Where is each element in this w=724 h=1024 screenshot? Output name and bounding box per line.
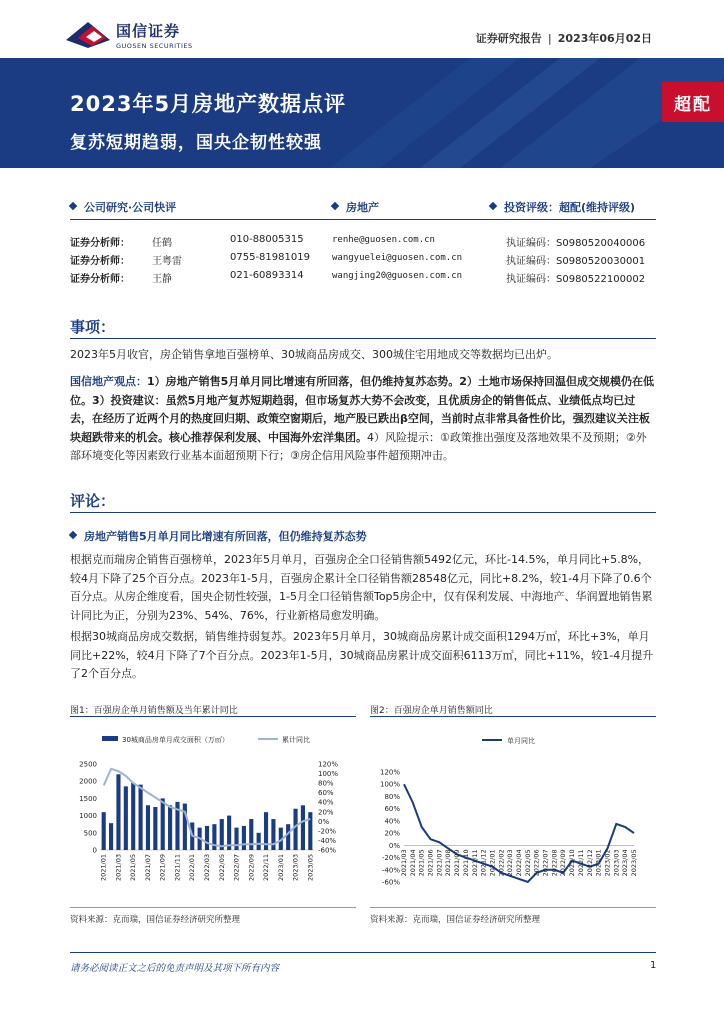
y-tick: -60% (381, 878, 400, 887)
x-tick-label: 2022/09 (247, 854, 256, 882)
x-tick-label: 2021/06 (426, 849, 435, 877)
figure2-rule (370, 716, 656, 717)
category-row (70, 196, 656, 220)
x-tick-label: 2021/04 (408, 849, 417, 877)
bar-mark (161, 798, 165, 850)
x-tick-label: 2022/10 (568, 849, 577, 877)
x-tick-label: 2021/09 (158, 854, 167, 882)
analyst-email[interactable]: wangjing20@guosen.com.cn (332, 271, 463, 281)
x-tick-label: 2022/11 (262, 854, 271, 882)
x-tick-label: 2021/10 (461, 849, 470, 877)
x-tick-label: 2022/01 (188, 854, 197, 882)
events-heading: 事项： (70, 318, 116, 336)
analyst-row: 证券分析师： 王粤雷 0755-81981019 wangyuelei@guosen.com.cn 执证编码：S0980520030001 (70, 252, 646, 267)
x-tick-label: 2022/09 (559, 849, 568, 877)
x-tick-label: 2021/01 (99, 854, 108, 882)
report-subtitle: 复苏短期趋弱，国央企韧性较强 (70, 133, 322, 153)
x-tick-label: 2023/03 (612, 849, 621, 877)
x-tick-label: 2021/05 (417, 849, 426, 877)
x-tick-label: 2022/11 (576, 849, 585, 877)
bar-mark (109, 823, 113, 850)
x-tick-label: 2021/03 (114, 854, 123, 882)
report-date: 2023年06月02日 (557, 32, 652, 45)
y-tick-left: 2500 (79, 760, 97, 769)
title-banner (0, 58, 724, 168)
figure2-source-rule (370, 907, 656, 908)
divider (70, 338, 656, 339)
bar-mark (139, 785, 143, 850)
legend-label-line: 单月同比 (507, 737, 535, 745)
viewpoint-text: 1）房地产销售5月单月同比增速有所回落，但仍维持复苏态势。2）土地市场保持回温但成交规模仍在低位。3）投资建议：虽然5月地产复苏短期趋弱，但市场复苏大势不会改变，且优质房企的销售低点、业绩低点均已过去，在经历了近两个月的热度回归期、政策空窗期后，地产股已跌出β空间，当前时点非常具备性价比，强烈建议关注板块超跌带来的机会。核心推荐保利发展、中国海外宏洋集团。 (70, 375, 654, 444)
bar-mark (146, 805, 150, 850)
y-tick-left: 0 (92, 846, 97, 855)
x-tick-label: 2022/07 (541, 849, 550, 877)
x-tick-label: 2022/05 (217, 854, 226, 882)
diamond-icon (331, 202, 339, 210)
y-tick: 40% (384, 817, 400, 826)
x-tick-label: 2021/08 (444, 849, 453, 877)
bar-mark (124, 786, 128, 850)
x-tick-label: 2021/03 (400, 849, 408, 877)
guosen-logo-icon (66, 18, 110, 52)
x-tick-label: 2022/03 (203, 854, 211, 882)
y-tick: 120% (379, 768, 400, 777)
x-tick-label: 2022/05 (523, 849, 532, 877)
legend-label-bar: 30城商品房单月成交面积（万㎡） (122, 736, 229, 744)
divider (70, 512, 656, 513)
analyst-table (70, 234, 670, 288)
diamond-icon (489, 202, 497, 210)
figure1-chart (70, 724, 360, 904)
x-tick-label: 2023/05 (630, 849, 638, 877)
y-tick-right: -40% (318, 836, 337, 845)
category-middle: 房地产 (332, 199, 379, 215)
y-tick-right: 0% (318, 817, 330, 826)
bar-mark (257, 833, 261, 850)
y-tick-left: 1000 (79, 812, 97, 821)
figure2-title: 图2：百强房企单月销售额同比 (370, 706, 493, 716)
x-tick-label: 2023/01 (276, 854, 285, 882)
bar-mark (116, 774, 120, 850)
y-tick-right: -20% (318, 827, 337, 836)
figure2-chart (370, 724, 660, 904)
x-tick-label: 2021/07 (435, 849, 444, 877)
x-tick-label: 2021/11 (173, 854, 182, 882)
diamond-icon (69, 531, 77, 539)
bar-mark (293, 809, 297, 850)
comment-para-1: 根据克而瑞房企销售百强榜单，2023年5月单月，百强房企全口径销售额5492亿元，环比-14.5%，单月同比+5.8%，较4月下降了25个百分点。2023年1-5月，百强房企累计全口径销售额28548亿元，同比+8.2%，较1-4月下降了0.6个百分点。从房企维度看，国央企韧性较强，1-5月全口径销售额Top5房企中，仅有保利发展、中海地产、华润置地销售累计同比为正，分别为23%、54%、76%，行业新格局愈发明确。 (70, 553, 653, 622)
x-tick-label: 2022/01 (488, 849, 497, 877)
bar-mark (242, 826, 246, 850)
y-tick-left: 1500 (79, 794, 97, 803)
category-right: 投资评级：超配(维持评级) (490, 199, 635, 215)
figure1-rule (70, 716, 356, 717)
comment-heading: 评论： (70, 492, 116, 510)
legend-label-line: 累计同比 (282, 736, 310, 744)
page-number: 1 (650, 960, 657, 971)
bar-mark (249, 819, 253, 850)
y-tick-right: 120% (318, 760, 339, 769)
y-tick: 80% (384, 792, 400, 801)
bar-mark (131, 783, 135, 850)
y-tick: 100% (379, 780, 400, 789)
x-tick-label: 2022/12 (585, 849, 594, 877)
analyst-row: 证券分析师： 任鹤 010-88005315 renhe@guosen.com.cn 执证编码：S0980520040006 (70, 234, 646, 249)
x-tick-label: 2022/03 (506, 849, 515, 877)
y-tick: -40% (381, 866, 400, 875)
x-tick-label: 2023/02 (603, 849, 612, 877)
bar-mark (286, 824, 290, 850)
bar-mark (153, 807, 157, 850)
figure1-source: 资料来源：克而瑞，国信证券经济研究所整理 (70, 915, 241, 925)
x-tick-label: 2023/04 (621, 849, 630, 877)
diamond-icon (69, 202, 77, 210)
disclaimer-note: 请务必阅读正文之后的免责声明及其项下所有内容 (70, 963, 280, 974)
viewpoint-block (70, 373, 656, 466)
x-tick-label: 2022/07 (232, 854, 241, 882)
figure1-source-rule (70, 907, 356, 908)
x-tick-label: 2021/07 (143, 854, 152, 882)
logo-name-cn: 国信证券 (116, 22, 181, 40)
bar-mark (234, 828, 238, 850)
y-tick-right: 20% (318, 808, 334, 817)
x-tick-label: 2021/12 (479, 849, 488, 877)
y-tick-left: 2000 (79, 777, 97, 786)
analyst-email[interactable]: renhe@guosen.com.cn (332, 235, 435, 245)
y-tick-right: 80% (318, 779, 334, 788)
y-tick: -20% (381, 854, 400, 863)
logo (66, 18, 193, 52)
x-tick-label: 2021/09 (453, 849, 462, 877)
comment-para-2: 根据30城商品房成交数据，销售维持弱复苏。2023年5月单月，30城商品房累计成交面积1294万㎡，环比+3%，单月同比+22%，较4月下降了7个百分点。2023年1-5月，30城商品房累计成交面积6113万㎡，同比+11%，较1-4月提升了2个百分点。 (70, 630, 654, 680)
footer-divider (70, 952, 656, 953)
report-type: 证券研究报告 (475, 32, 542, 45)
bar-mark (308, 812, 312, 850)
bar-mark (205, 826, 209, 850)
y-tick: 0% (388, 841, 400, 850)
bar-mark (102, 812, 106, 850)
x-tick-label: 2022/08 (550, 849, 559, 877)
y-tick: 60% (384, 805, 400, 814)
bar-mark (168, 805, 172, 850)
legend-swatch-bar (102, 736, 118, 741)
figure2-source: 资料来源：克而瑞，国信证券经济研究所整理 (370, 915, 541, 925)
x-tick-label: 2021/11 (470, 849, 479, 877)
viewpoint-label: 国信地产观点： (70, 375, 147, 388)
y-tick-left: 500 (83, 829, 97, 838)
y-tick-right: 100% (318, 770, 339, 779)
analyst-email[interactable]: wangyuelei@guosen.com.cn (332, 253, 463, 263)
report-title: 2023年5月房地产数据点评 (70, 92, 347, 116)
y-tick-right: -60% (318, 846, 337, 855)
x-tick-label: 2022/02 (497, 849, 506, 877)
report-meta: 证券研究报告 | 2023年06月02日 (475, 32, 652, 45)
figure1-title: 图1：百强房企单月销售额及当年累计同比 (70, 706, 238, 716)
x-tick-label: 2023/05 (306, 854, 315, 882)
x-tick-label: 2022/06 (532, 849, 541, 877)
category-left: 公司研究·公司快评 (70, 199, 176, 215)
y-tick: 20% (384, 829, 400, 838)
events-text: 2023年5月收官，房企销售拿地百强榜单、30城商品房成交、300城住宅用地成交等数据均已出炉。 (70, 348, 558, 361)
analyst-row: 证券分析师： 王静 021-60893314 wangjing20@guosen.com.cn 执证编码：S0980522100002 (70, 270, 646, 285)
x-tick-label: 2023/01 (594, 849, 603, 877)
risk-text: 4）风险提示：①政策推出强度及落地效果不及预期；②外部环境变化等因素致行业基本面超预期下行；③房企信用风险事件超预期冲击。 (70, 430, 647, 462)
y-tick-right: 40% (318, 798, 334, 807)
x-tick-label: 2023/03 (291, 854, 300, 882)
x-tick-label: 2021/05 (129, 854, 138, 882)
logo-name-en: GUOSEN SECURITIES (116, 42, 193, 50)
comment-subheading: 房地产销售5月单月同比增速有所回落，但仍维持复苏态势 (70, 528, 367, 544)
y-tick-right: 60% (318, 789, 334, 798)
x-tick-label: 2022/04 (515, 849, 523, 877)
bar-mark (271, 819, 275, 850)
bar-mark (301, 805, 305, 850)
rating-badge: 超配 (662, 82, 724, 122)
